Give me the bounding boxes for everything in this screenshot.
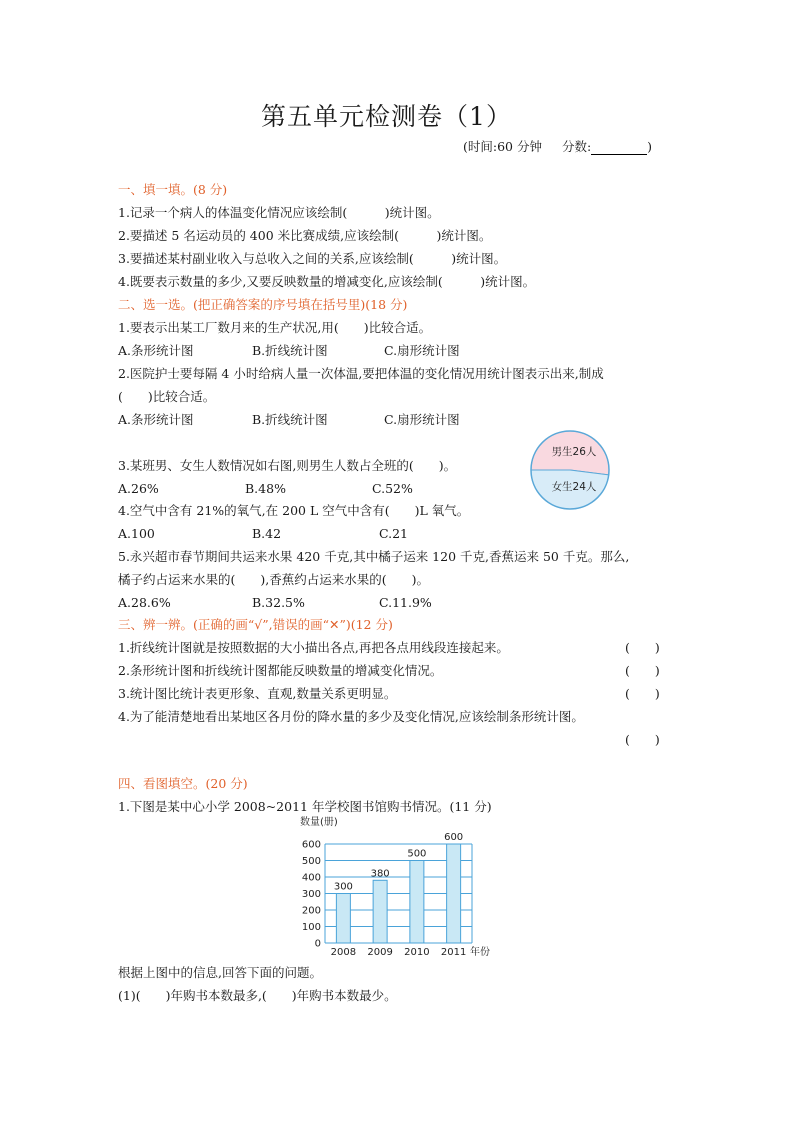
x-axis-label: 年份 (470, 947, 490, 958)
s2-question-4: 4.空气中含有 21%的氧气,在 200 L 空气中含有( )L 氧气。 (118, 503, 470, 518)
y-tick-label: 600 (301, 839, 321, 851)
x-tick-label: 2010 (404, 947, 430, 958)
s2-q5-option-b: B.32.5% (252, 595, 305, 610)
s3-answer-2[interactable]: ( ) (625, 663, 660, 678)
x-tick-label: 2009 (367, 947, 393, 958)
s2-q3-option-c: C.52% (372, 481, 413, 496)
score-close: ) (647, 139, 653, 154)
s2-q4-option-b: B.42 (252, 526, 282, 541)
x-tick-label: 2011 (440, 947, 467, 958)
bar-2010 (410, 861, 424, 944)
x-tick-label: 2008 (330, 947, 357, 958)
section3-title: 三、辨一辨。(正确的画“√”,错误的画“✕”)(12 分) (118, 617, 393, 632)
bar-value-label: 300 (333, 881, 353, 893)
s3-answer-1[interactable]: ( ) (625, 640, 660, 655)
s2-q1-option-a: A.条形统计图 (118, 343, 194, 358)
s2-q1-option-c: C.扇形统计图 (384, 343, 460, 358)
s3-question-2: 2.条形统计图和折线统计图都能反映数量的增减变化情况。 (118, 663, 443, 678)
s4-sub-question-1: (1)( )年购书本数最多,( )年购书本数最少。 (118, 988, 397, 1003)
y-tick-label: 500 (301, 856, 321, 867)
s2-q2-option-b: B.折线统计图 (252, 412, 328, 427)
page-title: 第五单元检测卷（1） (261, 102, 512, 131)
gender-pie-chart (527, 428, 613, 512)
bar-value-label: 380 (370, 868, 390, 880)
s2-q4-option-a: A.100 (118, 526, 155, 541)
y-tick-label: 100 (301, 922, 321, 933)
section4-title: 四、看图填空。(20 分) (118, 776, 248, 791)
pie-label-girls: 女生24人 (551, 481, 597, 493)
s1-question-3: 3.要描述某村副业收入与总收入之间的关系,应该绘制( )统计图。 (118, 251, 507, 266)
s2-question-5-line1: 5.永兴超市春节期间共运来水果 420 千克,其中橘子运来 120 千克,香蕉运来 50 千克。那么, (118, 549, 630, 564)
bar-2008 (336, 894, 350, 944)
s2-question-3: 3.某班男、女生人数情况如右图,则男生人数占全班的( )。 (118, 458, 457, 473)
s1-question-1: 1.记录一个病人的体温变化情况应该绘制( )统计图。 (118, 205, 440, 220)
y-tick-label: 0 (314, 938, 321, 950)
s4-question-1: 1.下图是某中心小学 2008~2011 年学校图书馆购书情况。(11 分) (118, 799, 492, 814)
s3-answer-3[interactable]: ( ) (625, 686, 660, 701)
s2-q2-option-c: C.扇形统计图 (384, 412, 460, 427)
s2-q4-option-c: C.21 (379, 526, 408, 541)
s2-q3-option-a: A.26% (118, 481, 159, 496)
time-label: (时间:60 分钟 (463, 139, 542, 154)
s3-question-1: 1.折线统计图就是按照数据的大小描出各点,再把各点用线段连接起来。 (118, 640, 509, 655)
s2-question-2-line2: ( )比较合适。 (118, 389, 216, 404)
y-tick-label: 300 (301, 889, 321, 900)
s2-question-1: 1.要表示出某工厂数月来的生产状况,用( )比较合适。 (118, 320, 432, 335)
bar-2009 (373, 880, 387, 943)
s2-question-2-line1: 2.医院护士要每隔 4 小时给病人量一次体温,要把体温的变化情况用统计图表示出来,制成 (118, 366, 604, 381)
s2-q5-option-c: C.11.9% (379, 595, 432, 610)
s4-after-chart: 根据上图中的信息,回答下面的问题。 (118, 965, 322, 980)
s3-question-4: 4.为了能清楚地看出某地区各月份的降水量的多少及变化情况,应该绘制条形统计图。 (118, 709, 584, 724)
s2-q1-option-b: B.折线统计图 (252, 343, 328, 358)
s3-answer-4[interactable]: ( ) (625, 732, 660, 747)
s2-question-5-line2: 橘子约占运来水果的( ),香蕉约占运来水果的( )。 (118, 572, 429, 587)
s1-question-4: 4.既要表示数量的多少,又要反映数量的增减变化,应该绘制( )统计图。 (118, 274, 536, 289)
bar-value-label: 500 (407, 848, 427, 860)
y-tick-label: 400 (301, 872, 321, 884)
section2-title: 二、选一选。(把正确答案的序号填在括号里)(18 分) (118, 297, 408, 312)
s2-q5-option-a: A.28.6% (118, 595, 171, 610)
bar-value-label: 600 (444, 832, 464, 843)
score-label: 分数: (561, 139, 592, 154)
section1-title: 一、填一填。(8 分) (118, 182, 228, 197)
score-line (463, 139, 652, 155)
pie-label-boys: 男生26人 (551, 446, 597, 458)
s2-q2-option-a: A.条形统计图 (118, 412, 194, 427)
s1-question-2: 2.要描述 5 名运动员的 400 米比赛成绩,应该绘制( )统计图。 (118, 228, 492, 243)
score-blank[interactable] (591, 142, 647, 155)
y-tick-label: 200 (301, 905, 321, 917)
y-axis-label: 数量(册) (300, 817, 338, 828)
bar-2011 (447, 844, 461, 943)
book-purchase-bar-chart (292, 816, 507, 960)
s3-question-3: 3.统计图比统计表更形象、直观,数量关系更明显。 (118, 686, 397, 701)
s2-q3-option-b: B.48% (245, 481, 286, 496)
